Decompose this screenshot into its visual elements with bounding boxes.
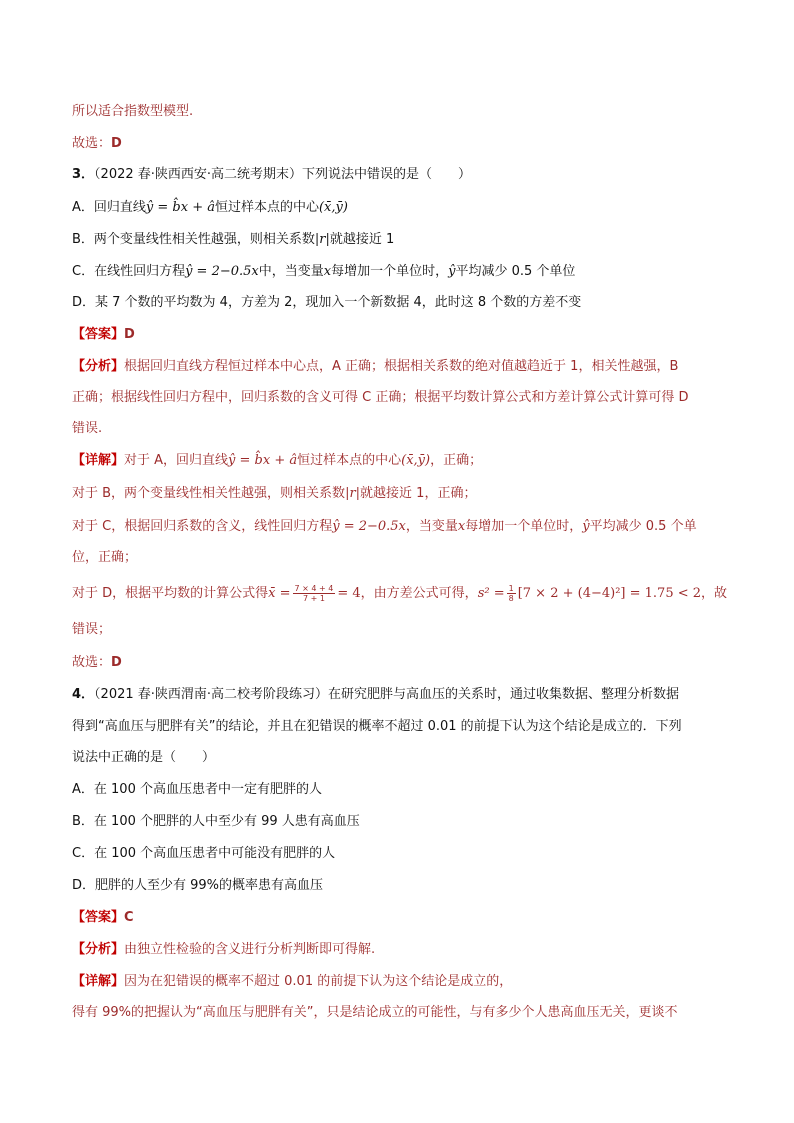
detail-line (72, 518, 724, 536)
math-formula: (x̄,ȳ) (318, 200, 348, 215)
question-4-title (72, 686, 724, 704)
question-text: （2021 春·陕西渭南·高二校考阶段练习）在研究肥胖与高血压的关系时，通过收集数据、整理分析数据 (94, 687, 680, 702)
text: C．在 100 个高血压患者中可能没有肥胖的人 (72, 846, 336, 861)
denominator: 7 + 1 (302, 594, 325, 603)
question-number: 3． (72, 167, 95, 182)
option-a (72, 781, 724, 799)
text: 位，正确； (72, 550, 138, 565)
text: 故选： (72, 655, 112, 670)
math-var: ŷ (582, 519, 590, 534)
math-var: x̄ = (268, 586, 291, 601)
answer-tag: 【答案】 (72, 910, 125, 925)
option-d (72, 877, 724, 895)
text: ，由方差公式可得， (360, 586, 478, 601)
answer-line (72, 326, 724, 344)
text: 所以适合指数型模型. (72, 104, 194, 119)
math-formula: ŷ = 2−0.5x (332, 519, 406, 534)
text: A．在 100 个高血压患者中一定有肥胖的人 (72, 782, 322, 797)
question-number: 4． (72, 687, 95, 702)
text: D．某 7 个数的平均数为 4，方差为 2，现加入一个新数据 4，此时这 8 个数的方差不变 (72, 295, 582, 310)
text: 错误； (72, 622, 112, 637)
math-formula: |r| (314, 232, 330, 247)
option-b (72, 231, 724, 249)
text: ，当变量 (405, 519, 458, 534)
detail-tag: 【详解】 (72, 453, 125, 468)
text: 对于 B，两个变量线性相关性越强，则相关系数 (72, 486, 346, 501)
text: 恒过样本点的中心 (214, 200, 319, 215)
text: C．在线性回归方程 (72, 264, 186, 279)
text: 每增加一个单位时， (465, 519, 583, 534)
answer-letter: D (124, 327, 135, 342)
option-c (72, 263, 724, 281)
detail-line (72, 452, 724, 470)
math-formula: |r| (345, 486, 361, 501)
analysis-line (72, 420, 724, 438)
fraction (507, 584, 516, 603)
math-var: x (457, 519, 466, 534)
question-3-title (72, 166, 724, 184)
math-formula: [7 × 2 + (4−4)²] = 1.75 < 2 (517, 586, 702, 601)
text: 根据回归直线方程恒过样本中心点，A 正确；根据相关系数的绝对值越趋近于 1，相关性越强，B (124, 359, 679, 374)
answer-letter: D (111, 655, 122, 670)
text: 平均减少 0.5 个单 (589, 519, 697, 534)
option-a (72, 199, 724, 217)
analysis-line (72, 389, 724, 407)
analysis-line (72, 358, 724, 376)
text: 平均减少 0.5 个单位 (455, 264, 576, 279)
math-formula: = 4 (337, 586, 361, 601)
text-line (72, 135, 724, 153)
math-formula: ŷ = b̂x + â (145, 200, 215, 215)
detail-line (72, 973, 724, 991)
text: B．在 100 个肥胖的人中至少有 99 人患有高血压 (72, 814, 360, 829)
numerator: 1 (508, 584, 514, 593)
math-var: ŷ (448, 264, 456, 279)
text: 错误. (72, 421, 103, 436)
text: 因为在犯错误的概率不超过 0.01 的前提下认为这个结论是成立的， (124, 974, 513, 989)
numerator: 7 × 4 + 4 (294, 584, 334, 593)
question-text-line (72, 718, 724, 736)
math-var: s² = (477, 586, 505, 601)
math-formula: (x̄,ȳ) (401, 453, 431, 468)
option-d (72, 294, 724, 312)
text: 正确；根据线性回归方程中，回归系数的含义可得 C 正确；根据平均数计算公式和方差计算公式计算可得 D (72, 390, 689, 405)
detail-line (72, 1004, 724, 1022)
detail-line (72, 485, 724, 503)
math-formula: ŷ = 2−0.5x (185, 264, 259, 279)
question-text-line (72, 749, 724, 767)
answer-tag: 【答案】 (72, 327, 125, 342)
detail-line (72, 584, 728, 603)
math-var: x (323, 264, 332, 279)
question-text: 得到“高血压与肥胖有关”的结论，并且在犯错误的概率不超过 0.01 的前提下认为这个结论是成立的．下列 (72, 719, 682, 734)
question-text: （2022 春·陕西西安·高二统考期末）下列说法中错误的是（ ） (94, 167, 472, 182)
text: A．回归直线 (72, 200, 146, 215)
text: 对于 A，回归直线 (124, 453, 229, 468)
answer-letter: C (124, 910, 134, 925)
text: 就越接近 1 (329, 232, 395, 247)
text: 得有 99%的把握认为“高血压与肥胖有关”，只是结论成立的可能性，与有多少个人患高血压无关，更谈不 (72, 1005, 678, 1020)
text: 由独立性检验的含义进行分析判断即可得解. (124, 942, 376, 957)
denominator: 8 (508, 594, 514, 603)
analysis-tag: 【分析】 (72, 942, 125, 957)
analysis-line (72, 941, 724, 959)
detail-line (72, 549, 724, 567)
analysis-tag: 【分析】 (72, 359, 125, 374)
detail-line (72, 621, 724, 639)
text: 每增加一个单位时， (331, 264, 449, 279)
answer-line (72, 909, 724, 927)
text: ，正确； (430, 453, 483, 468)
text-line (72, 103, 724, 121)
detail-tag: 【详解】 (72, 974, 125, 989)
text: 恒过样本点的中心 (297, 453, 402, 468)
option-c (72, 845, 724, 863)
text: D．肥胖的人至少有 99%的概率患有高血压 (72, 878, 324, 893)
choose-line (72, 654, 724, 672)
text: 就越接近 1，正确； (360, 486, 477, 501)
text: 对于 D，根据平均数的计算公式得 (72, 586, 269, 601)
fraction (293, 584, 336, 603)
text: 故选： (72, 136, 112, 151)
text: 中，当变量 (258, 264, 324, 279)
question-text: 说法中正确的是（ ） (72, 750, 216, 765)
text: B．两个变量线性相关性越强，则相关系数 (72, 232, 315, 247)
answer-letter: D (111, 136, 122, 151)
text: 对于 C，根据回归系数的含义，线性回归方程 (72, 519, 333, 534)
text: ，故 (701, 586, 728, 601)
math-formula: ŷ = b̂x + â (228, 453, 298, 468)
option-b (72, 813, 724, 831)
